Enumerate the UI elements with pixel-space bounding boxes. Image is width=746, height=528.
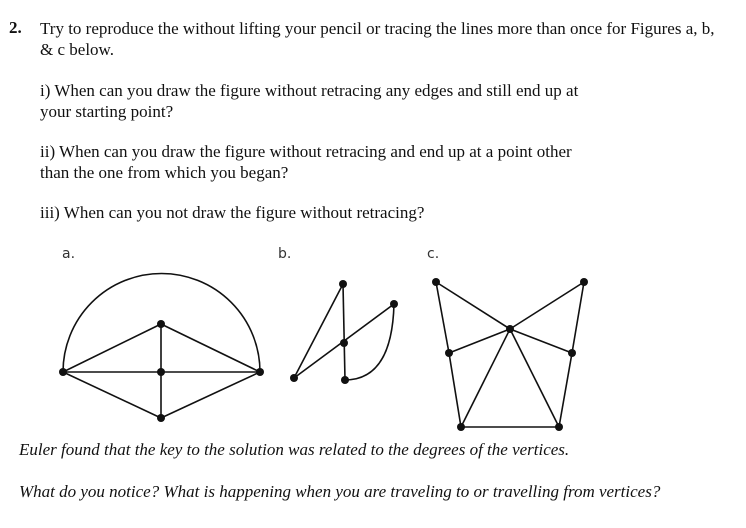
figure-c-edge [510, 329, 572, 353]
notice-question: What do you notice? What is happening when you are traveling to or travelling from vertices? [19, 482, 661, 501]
figure-b-vertex [341, 376, 349, 384]
sub-question-ii: ii) When can you draw the figure without retracing and end up at a point other than the one from which you began? [40, 142, 572, 182]
figure-a [63, 274, 260, 419]
figure-a-vertex [157, 414, 165, 422]
figure-a-vertex [256, 368, 264, 376]
figure-c-vertex [555, 423, 563, 431]
figure-b-vertex [290, 374, 298, 382]
figure-c-edge [559, 353, 572, 427]
figure-c-edge [572, 282, 584, 353]
figure-a-vertex [59, 368, 67, 376]
figure-c-label: c. [427, 246, 440, 262]
question-number: 2. [9, 18, 22, 37]
figure-b-curve [345, 304, 394, 380]
figure-a-vertex [157, 320, 165, 328]
sub-question-i: i) When can you draw the figure without retracing any edges and still end up at your starting point? [40, 81, 579, 121]
figure-a-vertex [157, 368, 165, 376]
question-text: Try to reproduce the without lifting your pencil or tracing the lines more than once for Figures a, b, & c below. [40, 19, 715, 59]
euler-statement: Euler found that the key to the solution was related to the degrees of the vertices. [19, 440, 570, 459]
figure-b-vertex [339, 280, 347, 288]
figure-b [294, 284, 394, 380]
figure-c-vertex [580, 278, 588, 286]
figure-c-edge [436, 282, 449, 353]
figure-c [436, 282, 584, 427]
figure-a-edge [63, 324, 161, 372]
figure-a-edge [161, 372, 260, 418]
sub-question-iii: iii) When can you not draw the figure without retracing? [40, 203, 425, 222]
figure-a-edge [161, 324, 260, 372]
figure-b-label: b. [278, 246, 292, 262]
figure-c-vertex [506, 325, 514, 333]
figure-c-edge [510, 282, 584, 329]
figure-b-edge [343, 284, 345, 380]
figure-a-edge [63, 372, 161, 418]
figure-c-vertex [445, 349, 453, 357]
figure-b-edge [294, 284, 343, 378]
figure-c-vertex [432, 278, 440, 286]
figure-c-edge [449, 353, 461, 427]
figure-b-vertex [340, 339, 348, 347]
figure-c-edge [436, 282, 510, 329]
figure-b-vertex [390, 300, 398, 308]
figure-c-edge [510, 329, 559, 427]
figure-c-edge [461, 329, 510, 427]
figure-a-label: a. [62, 246, 76, 262]
figure-c-vertex [457, 423, 465, 431]
figure-c-edge [449, 329, 510, 353]
figure-c-vertex [568, 349, 576, 357]
